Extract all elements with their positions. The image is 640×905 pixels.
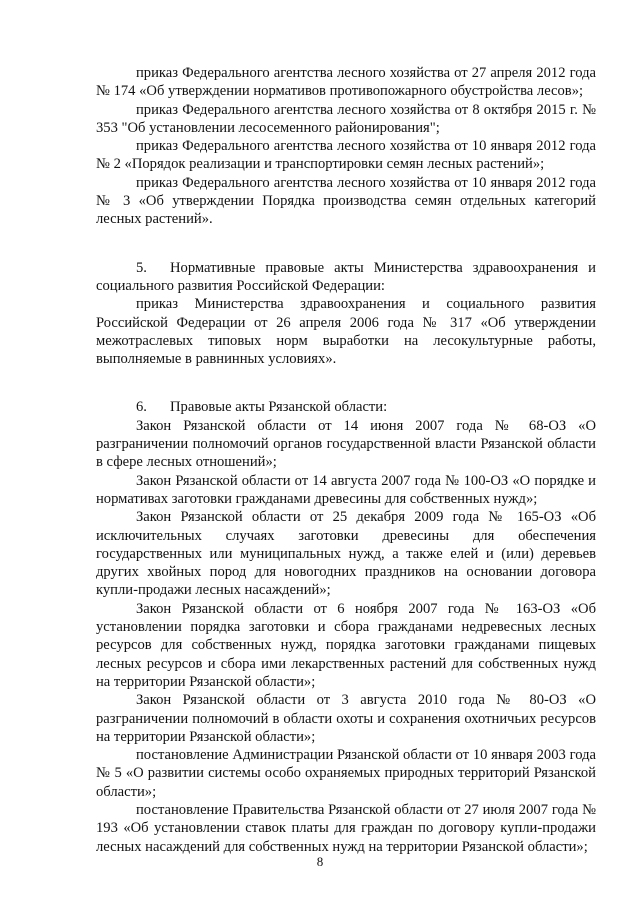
paragraph-order-353: приказ Федерального агентства лесного хозяйства от 8 октября 2015 г. № 353 "Об установлении лесосеменного районирования"; xyxy=(96,101,596,136)
paragraph-order-3: приказ Федерального агентства лесного хозяйства от 10 января 2012 года № 3 «Об утверждении Порядка производства семян отдельных категорий лесных растений». xyxy=(96,174,596,228)
section-6-number: 6. xyxy=(136,399,147,416)
section-spacer xyxy=(96,368,596,398)
paragraph-order-174: приказ Федерального агентства лесного хозяйства от 27 апреля 2012 года № 174 «Об утверждении нормативов противопожарного обустройства лесов»; xyxy=(96,65,596,100)
paragraph-law-100: Закон Рязанской области от 14 августа 2007 года № 100-ОЗ «О порядке и нормативах заготовки гражданами древесины для собственных нужд»; xyxy=(96,472,596,507)
paragraph-law-165: Закон Рязанской области от 25 декабря 2009 года № 165-ОЗ «Об исключительных случаях заготовки древесины для обеспечения государственных или муниципальных нужд, а также елей и (или) деревьев других хвойных пород для новогодних праздников на основании договора купли-продажи лесных насаждений»; xyxy=(96,509,596,599)
paragraph-order-317: приказ Министерства здравоохранения и социального развития Российской Федерации от 26 апреля 2006 года № 317 «Об утверждении межотраслевых типовых норм выработки на лесокультурные работы, выполняемые в равнинных условиях». xyxy=(96,296,596,368)
paragraph-law-68: Закон Рязанской области от 14 июня 2007 года № 68-ОЗ «О разграничении полномочий органов государственной власти Рязанской области в сфере лесных отношений»; xyxy=(96,417,596,471)
paragraph-law-163: Закон Рязанской области от 6 ноября 2007 года № 163-ОЗ «Об установлении порядка заготовки и сбора гражданами недревесных лесных ресурсов для собственных нужд, порядка заготовки гражданами пищевых лесных ресурсов и сбора ими лекарственных растений для собственных нужд на территории Рязанской области»; xyxy=(96,600,596,690)
paragraph-resolution-5: постановление Администрации Рязанской области от 10 января 2003 года № 5 «О развитии системы особо охраняемых природных территорий Рязанской области»; xyxy=(96,747,596,800)
paragraph-law-80: Закон Рязанской области от 3 августа 2010 года № 80-ОЗ «О разграничении полномочий в области охоты и сохранения охотничьих ресурсов на территории Рязанской области»; xyxy=(96,692,596,745)
section-spacer xyxy=(96,229,596,259)
section-5-title: Нормативные правовые акты Министерства здравоохранения и социального развития Российской Федерации: xyxy=(96,259,596,294)
section-5-number: 5. xyxy=(136,259,147,276)
paragraph-order-2: приказ Федерального агентства лесного хозяйства от 10 января 2012 года № 2 «Порядок реализации и транспортировки семян лесных растений»; xyxy=(96,138,596,173)
paragraph-resolution-193: постановление Правительства Рязанской области от 27 июля 2007 года № 193 «Об установлении ставок платы для граждан по договору купли-продажи лесных насаждений для собственных нужд на территории Рязанской области»; xyxy=(96,801,596,855)
section-6-title: Правовые акты Рязанской области: xyxy=(170,399,388,416)
page-number: 8 xyxy=(316,854,324,869)
section-5-heading xyxy=(96,259,596,296)
section-6-heading xyxy=(96,398,596,416)
